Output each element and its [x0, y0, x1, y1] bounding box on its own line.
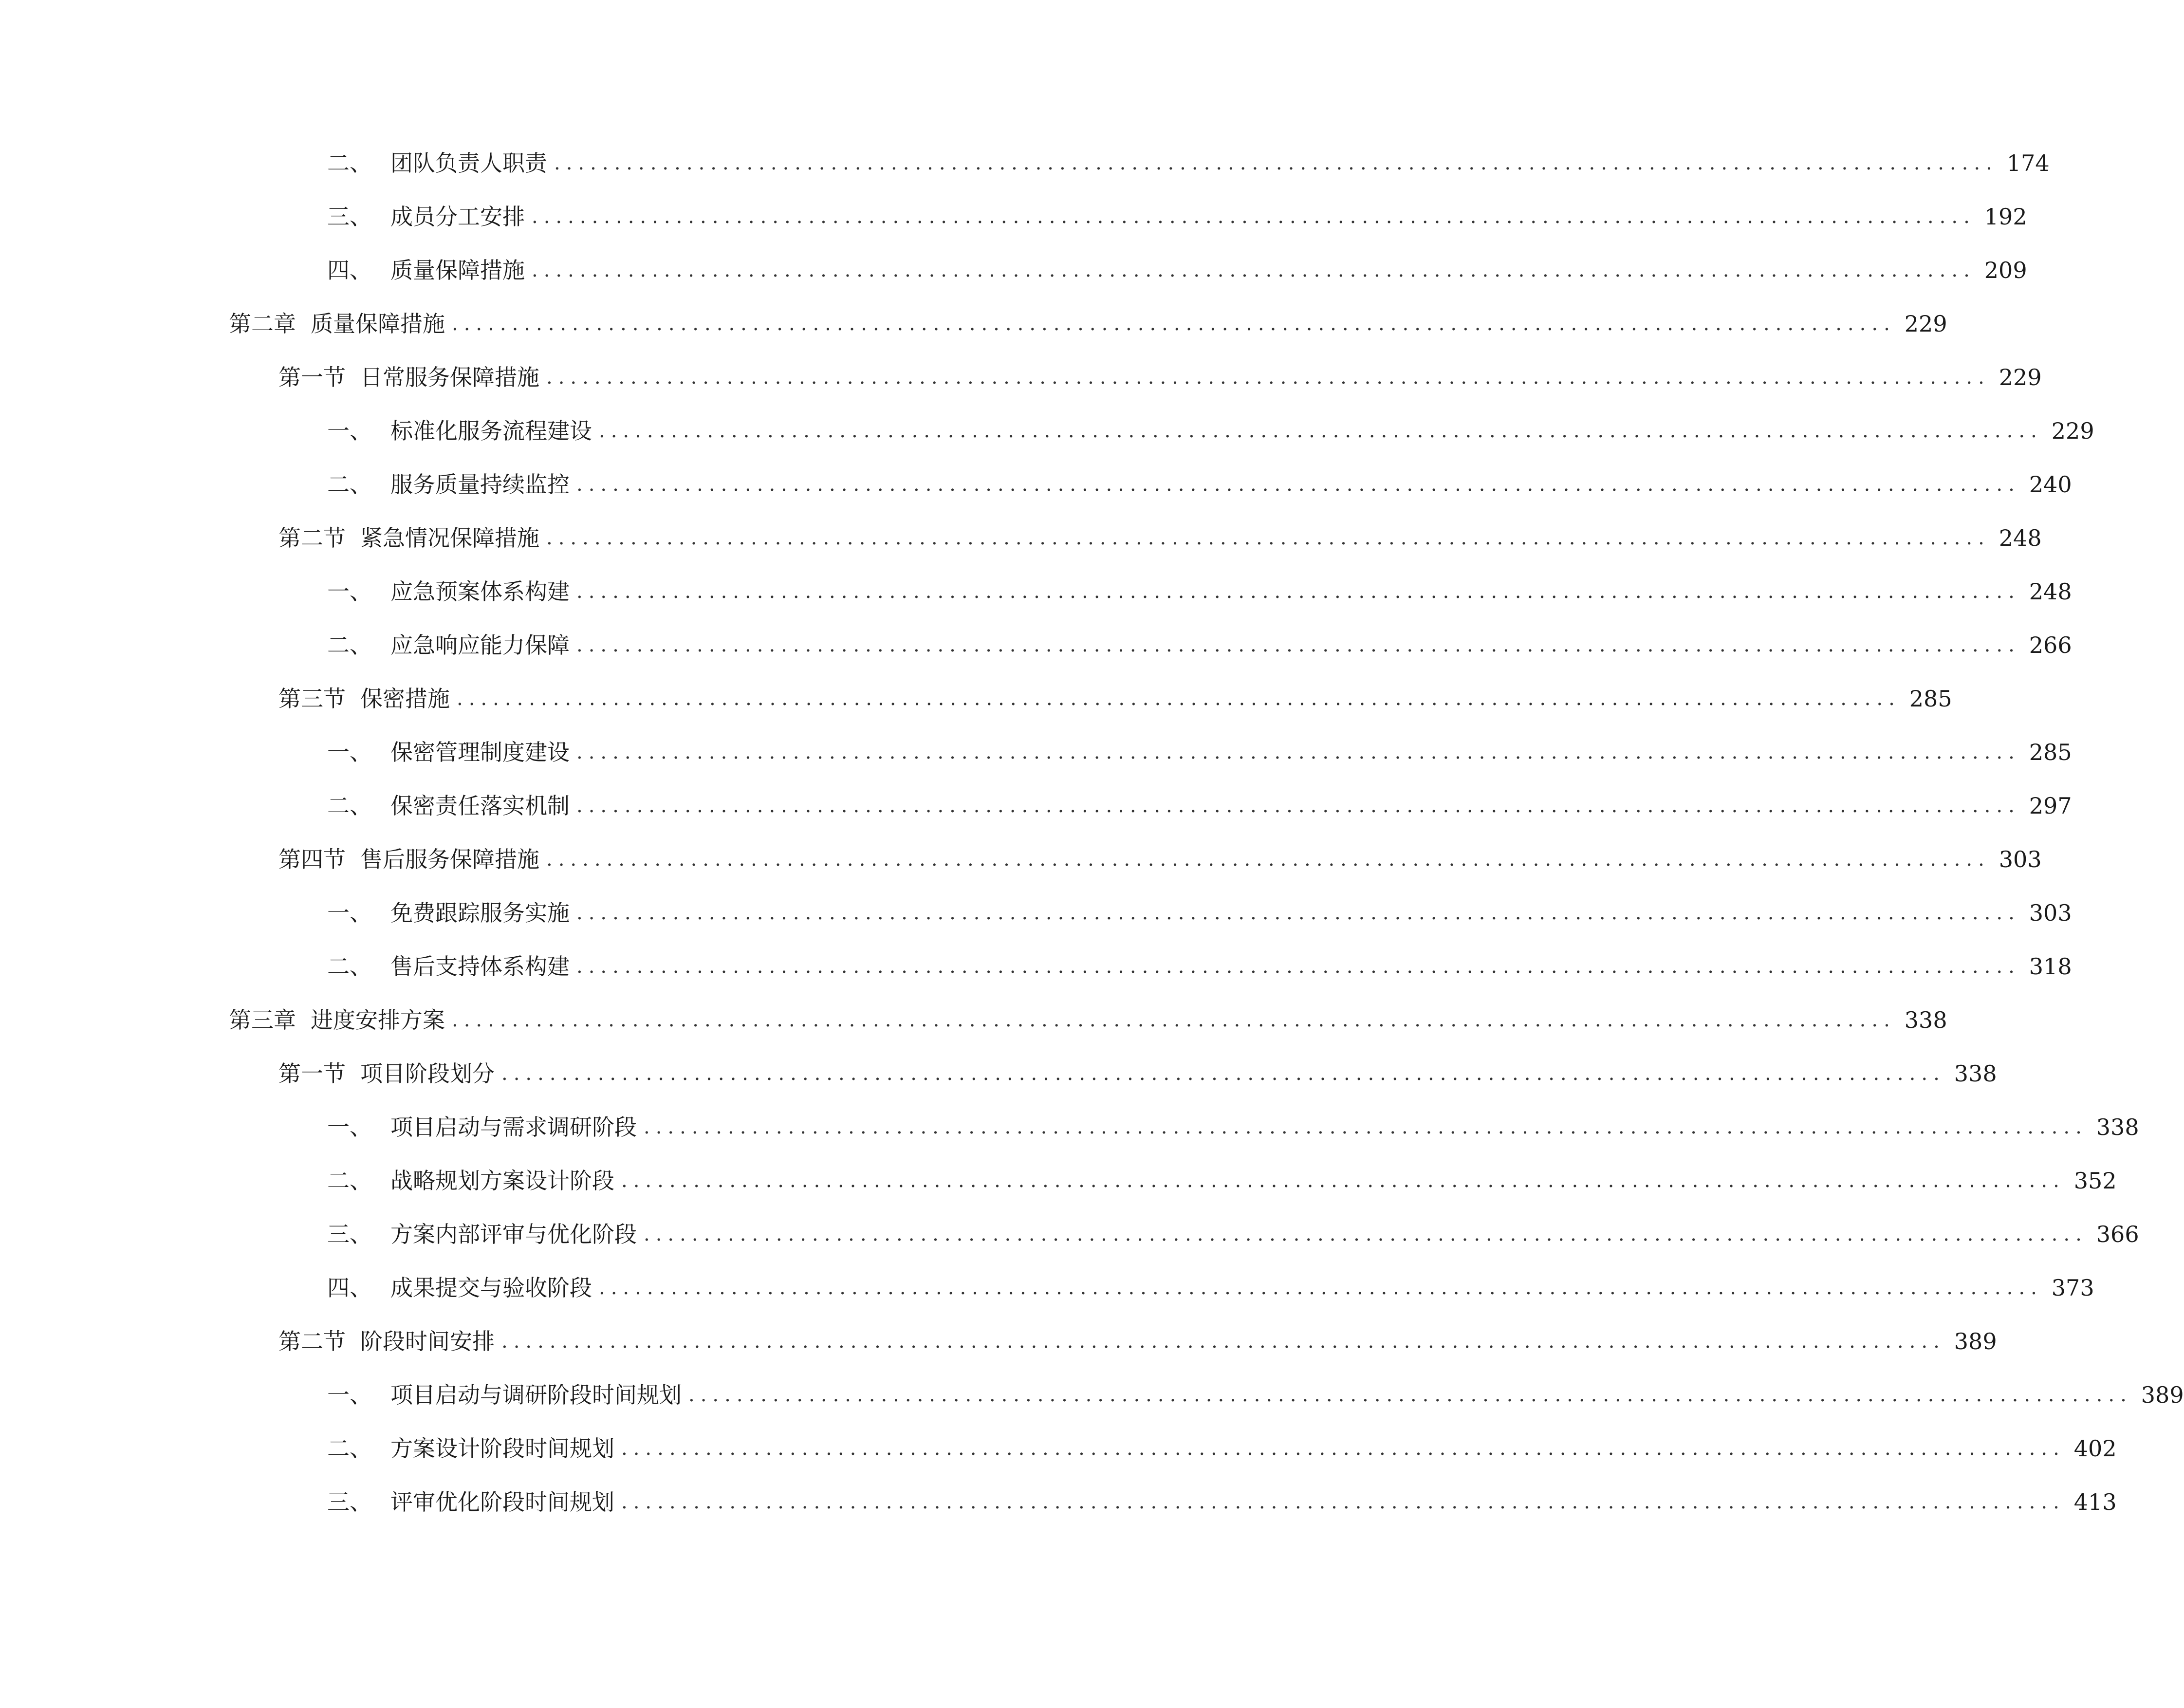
toc-entry[interactable]	[327, 200, 2027, 234]
toc-entry-title: 战略规划方案设计阶段	[390, 1168, 614, 1194]
dot-leader: ........................................................................................................................	[452, 313, 1896, 335]
toc-entry-page: 192	[1984, 204, 2027, 230]
toc-entry-number: 二、	[327, 1435, 372, 1462]
toc-entry[interactable]	[327, 1217, 2139, 1251]
toc-entry-number: 第二章	[229, 311, 296, 337]
toc-entry-page: 303	[1999, 846, 2042, 873]
toc-entry-page: 338	[1954, 1060, 1997, 1087]
dot-leader: ........................................................................................................................	[546, 527, 1990, 549]
toc-entry[interactable]	[278, 1057, 1997, 1091]
toc-entry-number: 一、	[327, 1114, 372, 1140]
dot-leader: ........................................................................................................................	[621, 1170, 2065, 1192]
toc-entry[interactable]	[327, 146, 2050, 180]
dot-leader: ........................................................................................................................	[501, 1330, 1945, 1353]
toc-entry-title: 服务质量持续监控	[390, 471, 570, 498]
dot-leader: ........................................................................................................................	[644, 1116, 2088, 1138]
toc-entry-title: 应急响应能力保障	[390, 632, 570, 658]
toc-entry-number: 二、	[327, 632, 372, 658]
toc-entry-number: 一、	[327, 1382, 372, 1408]
dot-leader: ........................................................................................................................	[576, 473, 2020, 496]
toc-entry-page: 229	[1904, 311, 1947, 337]
toc-entry-number: 三、	[327, 204, 372, 230]
toc-entry-page: 266	[2029, 632, 2072, 658]
dot-leader: ........................................................................................................................	[599, 420, 2043, 442]
toc-entry-page: 338	[2096, 1114, 2139, 1140]
toc-entry-number: 一、	[327, 418, 372, 444]
toc-entry-number: 二、	[327, 471, 372, 498]
toc-entry-number: 三、	[327, 1221, 372, 1247]
toc-entry-page: 285	[2029, 739, 2072, 765]
toc-entry-page: 303	[2029, 900, 2072, 926]
toc-entry-number: 四、	[327, 1275, 372, 1301]
toc-entry[interactable]	[327, 467, 2072, 501]
toc-entry-page: 373	[2051, 1275, 2094, 1301]
toc-entry[interactable]	[327, 253, 2027, 287]
toc-entry[interactable]	[229, 307, 1947, 341]
toc-entry-title: 紧急情况保障措施	[360, 525, 539, 551]
toc-entry-page: 318	[2029, 953, 2072, 980]
toc-entry-number: 二、	[327, 793, 372, 819]
toc-entry-title: 成果提交与验收阶段	[390, 1275, 592, 1301]
toc-entry[interactable]	[327, 414, 2094, 448]
toc-entry-number: 第一节	[278, 1060, 346, 1087]
toc-entry-number: 第二节	[278, 525, 346, 551]
dot-leader: ........................................................................................................................	[599, 1277, 2043, 1299]
toc-entry-number: 二、	[327, 1168, 372, 1194]
toc-entry-title: 团队负责人职责	[390, 150, 547, 176]
toc-entry[interactable]	[327, 1431, 2117, 1466]
toc-entry-title: 应急预案体系构建	[390, 578, 570, 605]
dot-leader: ........................................................................................................................	[576, 634, 2020, 656]
toc-entry-title: 成员分工安排	[390, 204, 525, 230]
dot-leader: ........................................................................................................................	[554, 152, 1998, 174]
dot-leader: ........................................................................................................................	[532, 259, 1976, 281]
toc-entry-title: 项目启动与调研阶段时间规划	[390, 1382, 682, 1408]
toc-entry-number: 第一节	[278, 364, 346, 390]
toc-entry[interactable]	[327, 1110, 2139, 1144]
dot-leader: ........................................................................................................................	[457, 687, 1901, 710]
toc-entry[interactable]	[327, 628, 2072, 662]
toc-entry-page: 285	[1909, 686, 1952, 712]
dot-leader: ........................................................................................................................	[576, 580, 2020, 603]
toc-entry[interactable]	[327, 789, 2072, 823]
toc-entry-page: 389	[2141, 1382, 2184, 1408]
toc-entry[interactable]	[327, 949, 2072, 984]
toc-entry-page: 402	[2073, 1435, 2117, 1462]
toc-entry-title: 阶段时间安排	[360, 1328, 495, 1355]
dot-leader: ........................................................................................................................	[546, 366, 1990, 389]
dot-leader: ........................................................................................................................	[621, 1437, 2065, 1460]
toc-entry-title: 售后支持体系构建	[390, 953, 570, 980]
toc-entry-title: 质量保障措施	[390, 257, 525, 283]
toc-entry-title: 进度安排方案	[311, 1007, 445, 1033]
dot-leader: ........................................................................................................................	[576, 741, 2020, 763]
toc-entry[interactable]	[278, 682, 1952, 716]
toc-entry-number: 第四节	[278, 846, 346, 873]
dot-leader: ........................................................................................................................	[644, 1223, 2088, 1245]
toc-entry-page: 229	[1999, 364, 2042, 390]
toc-entry-number: 一、	[327, 900, 372, 926]
toc-entry-page: 352	[2073, 1168, 2117, 1194]
dot-leader: ........................................................................................................................	[576, 795, 2020, 817]
toc-entry-title: 标准化服务流程建设	[390, 418, 592, 444]
dot-leader: ........................................................................................................................	[576, 955, 2020, 978]
toc-entry[interactable]	[278, 842, 2042, 876]
toc-entry[interactable]	[278, 360, 2042, 394]
toc-entry[interactable]	[327, 1271, 2094, 1305]
toc-entry[interactable]	[327, 896, 2072, 930]
dot-leader: ........................................................................................................................	[621, 1491, 2065, 1513]
toc-entry-number: 一、	[327, 739, 372, 765]
toc-entry-page: 413	[2073, 1489, 2117, 1515]
toc-entry-page: 240	[2029, 471, 2072, 498]
toc-entry-title: 保密责任落实机制	[390, 793, 570, 819]
toc-entry[interactable]	[327, 1485, 2117, 1519]
toc-entry[interactable]	[327, 575, 2072, 609]
toc-entry-title: 售后服务保障措施	[360, 846, 539, 873]
toc-entry[interactable]	[327, 1164, 2117, 1198]
toc-entry-title: 质量保障措施	[311, 311, 445, 337]
toc-entry[interactable]	[327, 735, 2072, 769]
toc-entry-page: 338	[1904, 1007, 1947, 1033]
toc-entry-title: 免费跟踪服务实施	[390, 900, 570, 926]
toc-entry-title: 方案内部评审与优化阶段	[390, 1221, 637, 1247]
toc-entry-title: 项目阶段划分	[360, 1060, 495, 1087]
toc-entry-number: 二、	[327, 953, 372, 980]
toc-entry-page: 248	[2029, 578, 2072, 605]
toc-entry-page: 248	[1999, 525, 2042, 551]
toc-entry[interactable]	[278, 1324, 1997, 1358]
dot-leader: ........................................................................................................................	[546, 848, 1990, 871]
toc-entry-title: 方案设计阶段时间规划	[390, 1435, 614, 1462]
dot-leader: ........................................................................................................................	[501, 1062, 1945, 1085]
toc-entry-number: 一、	[327, 578, 372, 605]
toc-entry-page: 209	[1984, 257, 2027, 283]
dot-leader: ........................................................................................................................	[688, 1384, 2132, 1406]
dot-leader: ........................................................................................................................	[576, 902, 2020, 924]
toc-entry-page: 297	[2029, 793, 2072, 819]
toc-entry-page: 229	[2051, 418, 2094, 444]
toc-entry-title: 日常服务保障措施	[360, 364, 539, 390]
toc-entry-number: 三、	[327, 1489, 372, 1515]
toc-entry-number: 四、	[327, 257, 372, 283]
toc-entry-title: 项目启动与需求调研阶段	[390, 1114, 637, 1140]
toc-entry-number: 第二节	[278, 1328, 346, 1355]
toc-entry-number: 二、	[327, 150, 372, 176]
dot-leader: ........................................................................................................................	[452, 1009, 1896, 1031]
toc-entry-page: 389	[1954, 1328, 1997, 1355]
toc-entry-number: 第三节	[278, 686, 346, 712]
toc-entry-title: 保密措施	[360, 686, 450, 712]
dot-leader: ........................................................................................................................	[532, 205, 1976, 228]
toc-entry-number: 第三章	[229, 1007, 296, 1033]
toc-entry[interactable]	[278, 521, 2042, 555]
toc-entry[interactable]	[229, 1003, 1947, 1037]
toc-entry-title: 保密管理制度建设	[390, 739, 570, 765]
toc-entry[interactable]	[327, 1378, 2184, 1412]
toc-entry-title: 评审优化阶段时间规划	[390, 1489, 614, 1515]
toc-entry-page: 174	[2006, 150, 2050, 176]
toc-entry-page: 366	[2096, 1221, 2139, 1247]
